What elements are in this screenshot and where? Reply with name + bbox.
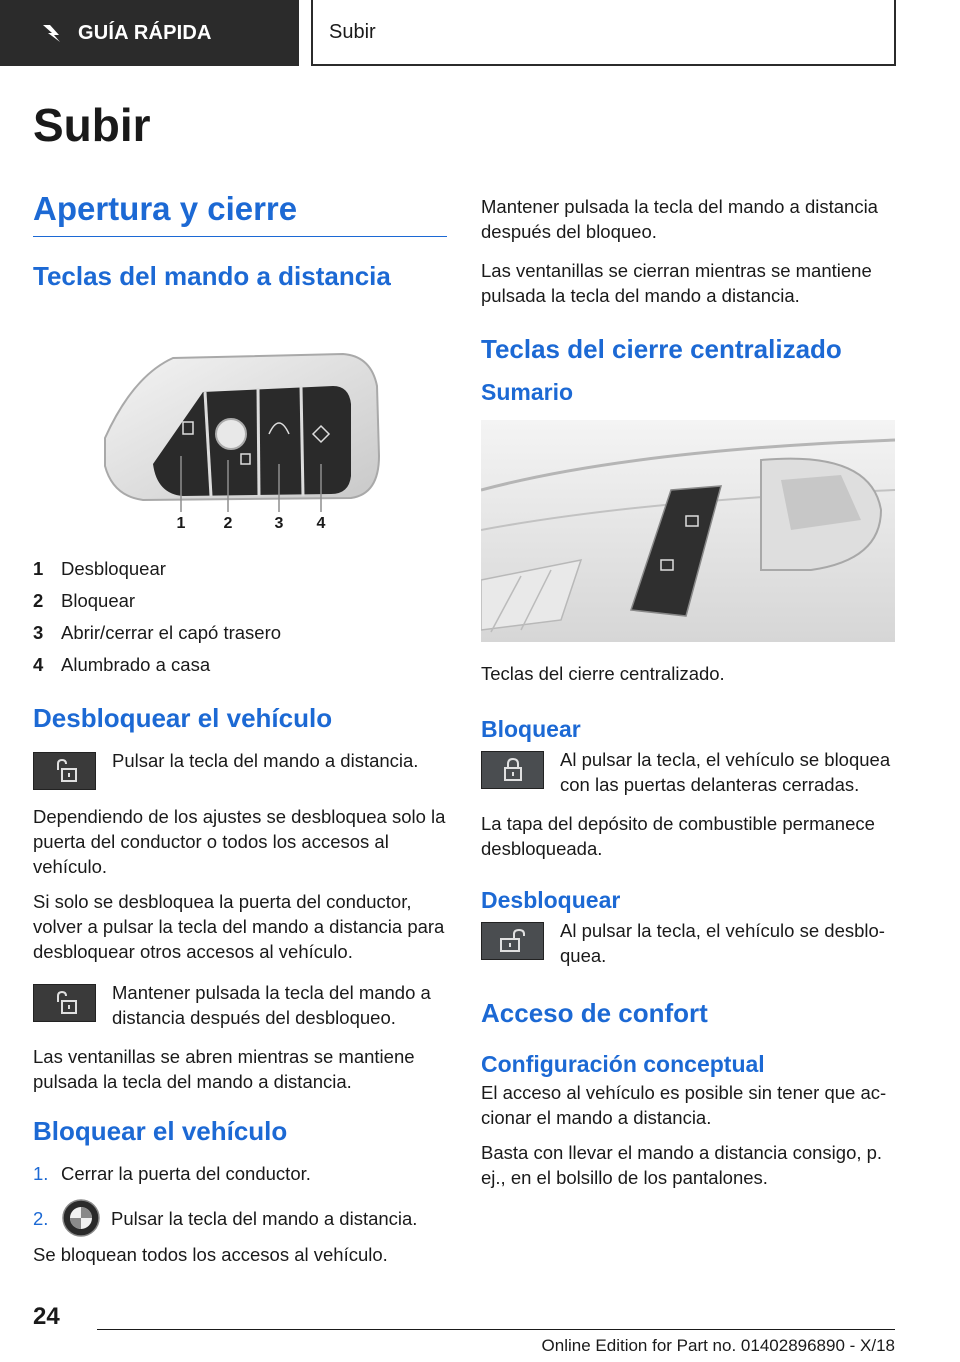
heading-lock-vehicle: Bloquear el vehículo xyxy=(33,1116,288,1146)
bmw-logo-icon xyxy=(216,419,246,449)
unlock-paragraph-1: Dependiendo de los ajustes se desbloquea solo la puerta del conductor o todos los accesos al vehículo. xyxy=(33,806,446,877)
right-column xyxy=(481,190,895,1200)
footer-divider xyxy=(97,1329,895,1330)
key-label-4: 4 xyxy=(316,515,326,532)
unlock-paragraph-2: Si solo se desbloquea la puerta del conductor, volver a pulsar la tecla del mando a distancia para desbloquear otros accesos al vehículo. xyxy=(33,891,445,962)
comfort-paragraph-1: El acceso al vehículo es posible sin tener que ac‐cionar el mando a distancia. xyxy=(481,1082,887,1128)
heading-unlock: Desbloquear xyxy=(481,887,621,913)
unlock-central-instruction: Al pulsar la tecla, el vehículo se desblo‐quea. xyxy=(481,918,895,968)
quick-guide-icon xyxy=(40,22,62,44)
legend-item: 3 Abrir/cerrar el capó trasero xyxy=(33,622,282,643)
left-column xyxy=(33,190,447,1277)
central-locking-illustration xyxy=(481,420,895,642)
legend-item: 1 Desbloquear xyxy=(33,558,166,579)
legend-item: 2 Bloquear xyxy=(33,590,136,611)
key-label-1: 1 xyxy=(176,515,186,532)
unlock-key-icon xyxy=(33,984,96,1022)
unlock-instruction: Pulsar la tecla del mando a distancia. xyxy=(33,748,447,790)
unlock-key-icon xyxy=(33,752,96,790)
page-title: Subir xyxy=(33,99,151,151)
section-label: GUÍA RÁPIDA xyxy=(78,21,212,44)
footer-edition: Online Edition for Part no. 01402896890 - X/18 xyxy=(541,1336,895,1355)
heading-concept: Configuración conceptual xyxy=(481,1051,765,1077)
remote-key-illustration xyxy=(33,346,447,536)
heading-summary: Sumario xyxy=(481,379,574,405)
heading-lock: Bloquear xyxy=(481,716,581,742)
heading-opening-closing: Apertura y cierre xyxy=(33,190,447,237)
comfort-paragraph-2: Basta con llevar el mando a distancia consigo, p. ej., en el bolsillo de los pantalones. xyxy=(481,1142,883,1188)
key-label-3: 3 xyxy=(274,515,284,532)
figure-caption: Teclas del cierre centralizado. xyxy=(481,663,725,684)
lock-instruction: Al pulsar la tecla, el vehículo se bloquea con las puertas delanteras cerradas. xyxy=(481,747,895,797)
legend-item: 4 Alumbrado a casa xyxy=(33,654,211,675)
unlock-hold-instruction: Mantener pulsada la tecla del mando a distancia después del desbloqueo. xyxy=(33,980,447,1030)
key-legend xyxy=(33,553,447,681)
lock-step: 2. Pulsar la tecla del mando a distancia. xyxy=(33,1198,447,1238)
heading-unlock-vehicle: Desbloquear el vehículo xyxy=(33,703,333,733)
key-label-2: 2 xyxy=(223,515,233,532)
fuel-cap-paragraph: La tapa del depósito de combustible permanece desbloqueada. xyxy=(481,813,875,859)
lock-step: 1. Cerrar la puerta del conductor. xyxy=(33,1163,311,1184)
lock-button-icon xyxy=(481,751,544,789)
chapter-label: Subir xyxy=(329,20,376,43)
bmw-logo-icon xyxy=(61,1198,101,1238)
unlock-button-icon xyxy=(481,922,544,960)
heading-remote-keys: Teclas del mando a distancia xyxy=(33,261,391,291)
unlock-paragraph-3: Las ventanillas se abren mientras se mantiene pulsada la tecla del mando a distancia. xyxy=(33,1046,415,1092)
heading-comfort-access: Acceso de confort xyxy=(481,998,708,1028)
lock-hold-paragraph: Mantener pulsada la tecla del mando a distancia después del bloqueo. xyxy=(481,196,878,242)
chapter-tab xyxy=(311,0,896,66)
lock-paragraph: Se bloquean todos los accesos al vehículo. xyxy=(33,1244,388,1265)
heading-central-locking: Teclas del cierre centralizado xyxy=(481,334,842,364)
page-number: 24 xyxy=(33,1303,60,1330)
windows-close-paragraph: Las ventanillas se cierran mientras se mantiene pulsada la tecla del mando a distancia. xyxy=(481,260,872,306)
section-tab[interactable] xyxy=(0,0,299,66)
